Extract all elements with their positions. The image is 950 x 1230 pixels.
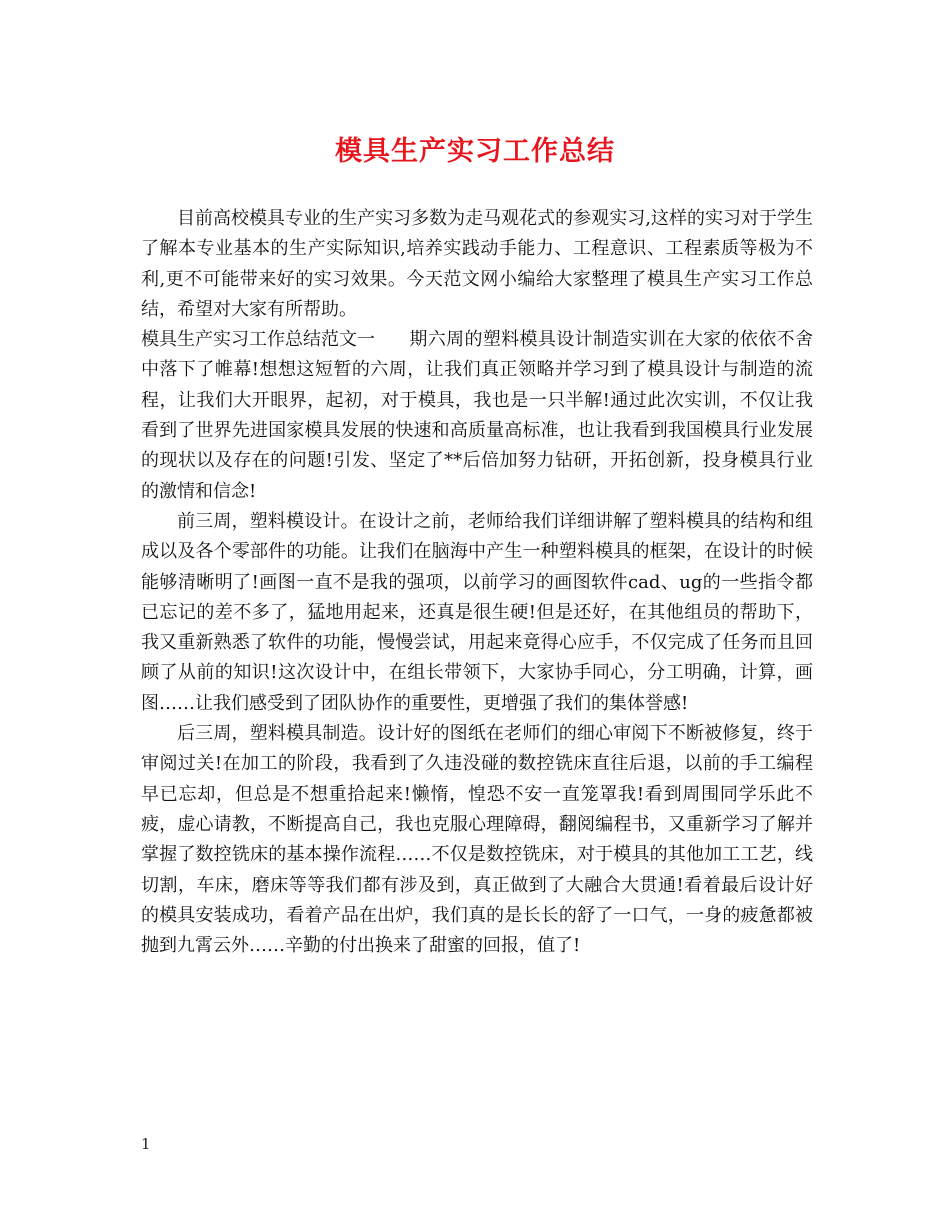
section-intro-text: 期六周的塑料模具设计制造实训在大家的依依不舍中落下了帷幕!想想这短暂的六周，让我们真正领略并学习到了模具设计与制造的流程，让我们大开眼界，起初，对于模具，我也是一只半解!通过此次实训，不仅让我看到了世界先进国家模具发展的快速和高质量高标准，也让我看到我国模具行业发展的现状以及存在的问题!引发、坚定了**后倍加努力钻研，开拓创新，投身模具行业的激情和信念! [141,329,813,502]
document-body [141,204,813,961]
section-paragraph [141,325,813,507]
page-title: 模具生产实习工作总结 [335,136,615,167]
section-heading: 模具生产实习工作总结范文一 [141,329,375,351]
design-paragraph: 前三周，塑料模设计。在设计之前，老师给我们详细讲解了塑料模具的结构和组成以及各个零部件的功能。让我们在脑海中产生一种塑料模具的框架，在设计的时候能够清晰明了!画图一直不是我的强项，以前学习的画图软件cad、ug的一些指令都已忘记的差不多了，猛地用起来，还真是很生硬!但是还好，在其他组员的帮助下，我又重新熟悉了软件的功能，慢慢尝试，用起来竟得心应手，不仅完成了任务而且回顾了从前的知识!这次设计中，在组长带领下，大家协手同心，分工明确，计算，画图……让我们感受到了团队协作的重要性，更增强了我们的集体誉感! [141,510,813,714]
page-number: 1 [141,1135,151,1153]
intro-paragraph: 目前高校模具专业的生产实习多数为走马观花式的参观实习,这样的实习对于学生了解本专业基本的生产实际知识,培养实践动手能力、工程意识、工程素质等极为不利,更不可能带来好的实习效果。今天范文网小编给大家整理了模具生产实习工作总结，希望对大家有所帮助。 [141,208,813,320]
manufacture-paragraph: 后三周，塑料模具制造。设计好的图纸在老师们的细心审阅下不断被修复，终于审阅过关!在加工的阶段，我看到了久违没碰的数控铣床直往后退，以前的手工编程早已忘却，但总是不想重拾起来!懒惰，惶恐不安一直笼罩我!看到周围同学乐此不疲，虚心请教，不断提高自己，我也克服心理障碍，翻阅编程书，又重新学习了解并掌握了数控铣床的基本操作流程……不仅是数控铣床，对于模具的其他加工工艺，线切割，车床，磨床等等我们都有涉及到，真正做到了大融合大贯通!看着最后设计好的模具安装成功，看着产品在出炉，我们真的是长长的舒了一口气，一身的疲惫都被抛到九霄云外……辛勤的付出换来了甜蜜的回报，值了! [141,723,813,957]
